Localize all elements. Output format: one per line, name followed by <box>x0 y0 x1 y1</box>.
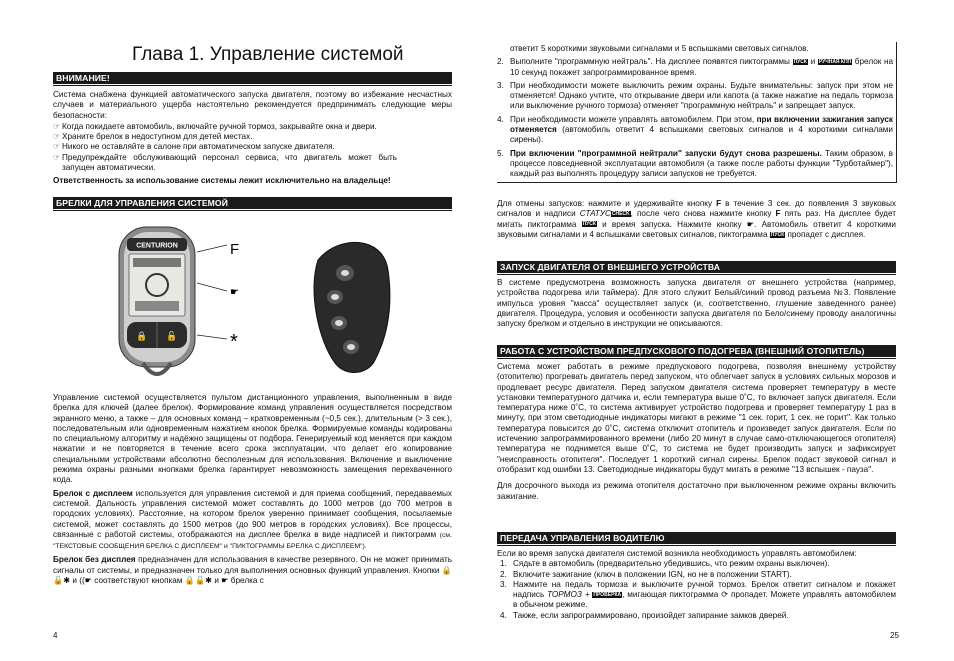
warning-header: ВНИМАНИЕ! <box>53 72 452 85</box>
fob-brand-label: CENTURION <box>136 242 178 250</box>
start-pictogram: ПУСК <box>793 59 807 66</box>
f-button-icon: F <box>775 209 781 219</box>
display-fob-paragraph: Брелок с дисплеем используется для управления системой и для приема сообщений, передаваемых системой. Дальность управления системой может составлять до 1000 метров (до 700 метров в городских условиях). Расстояние, на котором брелок уверенно принимает сообщения, посылаемые системой, может составлять до 1500 метров (до 900 метров в городских условиях). Все процессы, связанные с работой системы, отображаются на дисплее брелка в виде надписей и пиктограмм (см. "ТЕКСТОВЫЕ СООБЩЕНИЯ БРЕЛКА С ДИСПЛЕЕМ" и "ПИКТОГРАММЫ БРЕЛКА С ДИСПЛЕЕМ"). <box>53 488 452 551</box>
pointing-hand-icon: ☛ <box>746 219 755 229</box>
display-fob-image <box>119 227 195 374</box>
warning-item: ☞ Храните брелок в недоступном для детей местах. <box>53 132 253 142</box>
page-number-right: 25 <box>890 631 899 640</box>
page-number-left: 4 <box>53 631 58 640</box>
unlock-icon: 🔓 <box>166 332 178 342</box>
lock-icon: 🔒 <box>441 565 453 575</box>
lock-icon: 🔒 <box>136 332 148 342</box>
rotate-icon: ⟳ <box>721 590 729 600</box>
check-pictogram: ПРОВЕРКА <box>593 592 622 599</box>
pointing-hand-icon: ☞ <box>53 142 61 152</box>
external-start-section <box>497 261 896 329</box>
fobs-paragraph: Управление системой осуществляется пультом дистанционного управления, выполненным в виде брелка для ключей (далее брелок). Формирование команд управления осуществляется посредством экранного меню, а также – для основных команд – кратковременным (~0,5 сек.), длительным (> 3 сек.), последовательным или одновременным нажатием кнопок брелка. Формируемые команды кодированы по специальному алгоритму и надёжно защищены от подбора. Генерируемый код меняется при каждом нажатии и не повторяется в течение всего срока эксплуатации, что делает его копирование специальными устройствами абсолютно бесполезным для использования. Включение и выключение режима охраны разными кнопками брелка гарантирует невозможность замещения перехваченного кода. <box>53 393 452 485</box>
warning-item: ☞ Предупреждайте обслуживающий персонал сервиса, что двигатель может быть запущен автоматически. <box>53 152 397 173</box>
responsibility-note: Ответственность за использование системы лежит исключительно на владельце! <box>53 176 391 186</box>
start-pictogram: ПУСК <box>770 231 785 238</box>
heater-text: Система может работать в режиме предпускового подогрева, позволяя внешнему устройству (отопителю) прогревать двигатель перед запуском, что облегчает запуск в условиях сильных морозов и продлевает ресурс двигателя. Перед запуском двигателя система проверяет температуру в месте установки температурного датчика и, если температура выше 0˚С, то включает запуск двигателя. Если температура ниже 0˚С, то система активирует устройство подогрева и проверяет температуру 1 раз в минуту, при этом светодиодные индикаторы мигают в режиме "1 сек. горит, 1 сек. не горит". Как только температура повысится до 0˚С, система отключит отопитель и произведет запуск двигателя. Если по истечению запрограммированного времени (либо 20 минут в случае само-отключающегося отопителя) температура не поднимется выше 0˚С, то система не будет производить запуск и зафиксирует "неисправность отопителя". Последует 1 короткий сигнал сирены. Брелок подаст звуковой сигнал и отобразит код ошибки 13. Светодиодные индикаторы будут мигать в режиме "13 вспышек - пауза". <box>497 362 896 474</box>
backup-fob-image <box>314 242 390 372</box>
list-continuation: ответит 5 короткими звуковыми сигналами и 5 вспышками световых сигналов. <box>510 44 809 53</box>
list-item: 4. При необходимости можете управлять автомобилем. При этом, при включении зажигания запуск отменяется (автомобиль ответит 4 вспышками световых сигналов и 4 короткими сигналами сирены). <box>497 114 893 145</box>
fobs-section <box>53 197 452 211</box>
star-icon: ✱ <box>63 576 71 586</box>
heater-exit-text: Для досрочного выхода из режима отопителя достаточно при выключенном режиме охраны включить зажигание. <box>497 481 896 501</box>
pointing-hand-icon: ☛ <box>221 576 229 586</box>
warning-item: ☞ Когда покидаете автомобиль, включайте ручной тормоз, закрывайте окна и двери. <box>53 121 377 131</box>
fobs-text <box>53 393 452 586</box>
list-item: 2. Включите зажигание (ключ в положении IGN, но не в положении START). <box>500 569 792 579</box>
fobs-header: БРЕЛКИ ДЛЯ УПРАВЛЕНИЯ СИСТЕМОЙ <box>53 197 452 210</box>
backup-fob-paragraph: Брелок без дисплея предназначен для использования в качестве резервного. Он не может принимать сигналы от системы, и предназначен только для выполнения основных функций управления. Кнопки 🔒🔓✱ и ((☛ соответствуют кнопкам 🔒🔓✱ и ☛ брелка с <box>53 555 453 586</box>
list-item: 3. Нажмите на педаль тормоза и выключите ручной тормоз. Брелок ответит сигналом и покажет надпись ТОРМОЗ + ПРОВЕРКА, мигающая пиктограмма ⟳ пропадет. Можете управлять автомобилем в обычном режиме. <box>500 579 896 610</box>
pointing-hand-icon: ☞ <box>53 132 61 142</box>
pointing-hand-icon: ☞ <box>53 121 61 131</box>
warning-list <box>53 122 452 173</box>
list-item: 3. При необходимости можете выключить режим охраны. Будьте внимательны: запуск при этом не отменяется! Однако учтите, что открывание двери или капота (а также нажатие на педаль тормоза или выключение ручного тормоза) отменяет "программную нейтраль" и запрещает запуск. <box>497 80 893 111</box>
driver-handover-section <box>497 532 896 621</box>
heater-section <box>497 345 896 502</box>
pointing-hand-icon: ☛ <box>84 576 93 586</box>
driver-steps-list <box>500 559 896 621</box>
list-item: 1. Сядьте в автомобиль (предварительно убедившись, что режим охраны выключен). <box>500 559 830 569</box>
list-item: 4. Также, если запрограммировано, произойдет запирание замков дверей. <box>500 610 789 620</box>
fob-f-button-label: F <box>230 241 240 258</box>
warning-item: ☞ Никого не оставляйте в салоне при автоматическом запуске двигателя. <box>53 142 335 152</box>
lock-icon: 🔒 <box>184 576 195 586</box>
pointing-hand-icon: ☞ <box>53 152 61 162</box>
signal-icon: (( <box>79 576 85 586</box>
unlock-icon: 🔓 <box>53 576 64 586</box>
page-title: Глава 1. Управление системой <box>132 44 404 65</box>
warning-section <box>53 72 452 187</box>
driver-handover-header: ПЕРЕДАЧА УПРАВЛЕНИЯ ВОДИТЕЛЮ <box>497 532 896 545</box>
cancel-starts-paragraph: Для отмены запусков: нажмите и удерживайте кнопку F в течение 3 сек. до появления 3 звуковых сигналов и надписи СТАТУСCHECK, после чего снова нажмите кнопку F пять раз. На дисплее будет мигать пиктограмма ПУСК и время запуска. Нажмите кнопку ☛. Автомобиль ответит 4 короткими звуковыми сигналами и 4 вспышками световых сигналов, пиктограмма ПУСК пропадет с дисплея. <box>497 199 896 239</box>
list-item: 5. При включении "программной нейтрали" запуски будут снова разрешены. Таким образом, в процессе повседневной эксплуатации автомобиля (а также после работы функции "Турботаймер"), каждый раз выполнять процедуру записи запусков не требуется. <box>497 148 893 179</box>
start-pictogram: ПУСК <box>582 221 596 228</box>
program-steps-list <box>497 57 893 179</box>
check-pictogram: CHECK <box>611 211 630 218</box>
top-boxed-list <box>497 42 897 183</box>
external-start-text: В системе предусмотрена возможность запуска двигателя от внешнего устройства (например, устройства подогрева или таймера). Для этого служит Белый/синий провод разъема №3. Появление импульса уровня "масса" осуществляет запуск (и, соответственно, глушение заведенного ранее) двигателя. Процедура, условия и особенности запуска двигателя по Белo/синему проводу аналогичны запуску брелком и отдельно в инструкции не описываются. <box>497 278 896 329</box>
key-fobs-illustration <box>113 225 413 390</box>
star-icon: ✱ <box>205 576 213 586</box>
unlock-icon: 🔓 <box>194 576 206 586</box>
pointing-hand-icon: ☛ <box>230 287 239 298</box>
external-start-header: ЗАПУСК ДВИГАТЕЛЯ ОТ ВНЕШНЕГО УСТРОЙСТВА <box>497 261 896 274</box>
list-item: 2. Выполните "программную нейтраль". На дисплее появятся пиктограммы ПУСК и РУЧНАЯ КПП брелок на 10 секунд покажет запрограммированное время. <box>497 57 894 77</box>
heater-header: РАБОТА С УСТРОЙСТВОМ ПРЕДПУСКОВОГО ПОДОГРЕВА (ВНЕШНИЙ ОТОПИТЕЛЬ) <box>497 345 896 358</box>
driver-handover-intro: Если во время запуска двигателя системой возникла необходимость управлять автомобилем: <box>497 549 857 558</box>
fob-star-button-label: * <box>230 331 238 353</box>
warning-intro: Система снабжена функцией автоматического запуска двигателя, поэтому во избежание несчастных случаев и материального ущерба настоятельно рекомендуется предпринимать следующие меры безопасности: <box>53 90 452 120</box>
f-button-icon: F <box>716 199 722 208</box>
manual-gearbox-pictogram: РУЧНАЯ КПП <box>818 59 852 66</box>
